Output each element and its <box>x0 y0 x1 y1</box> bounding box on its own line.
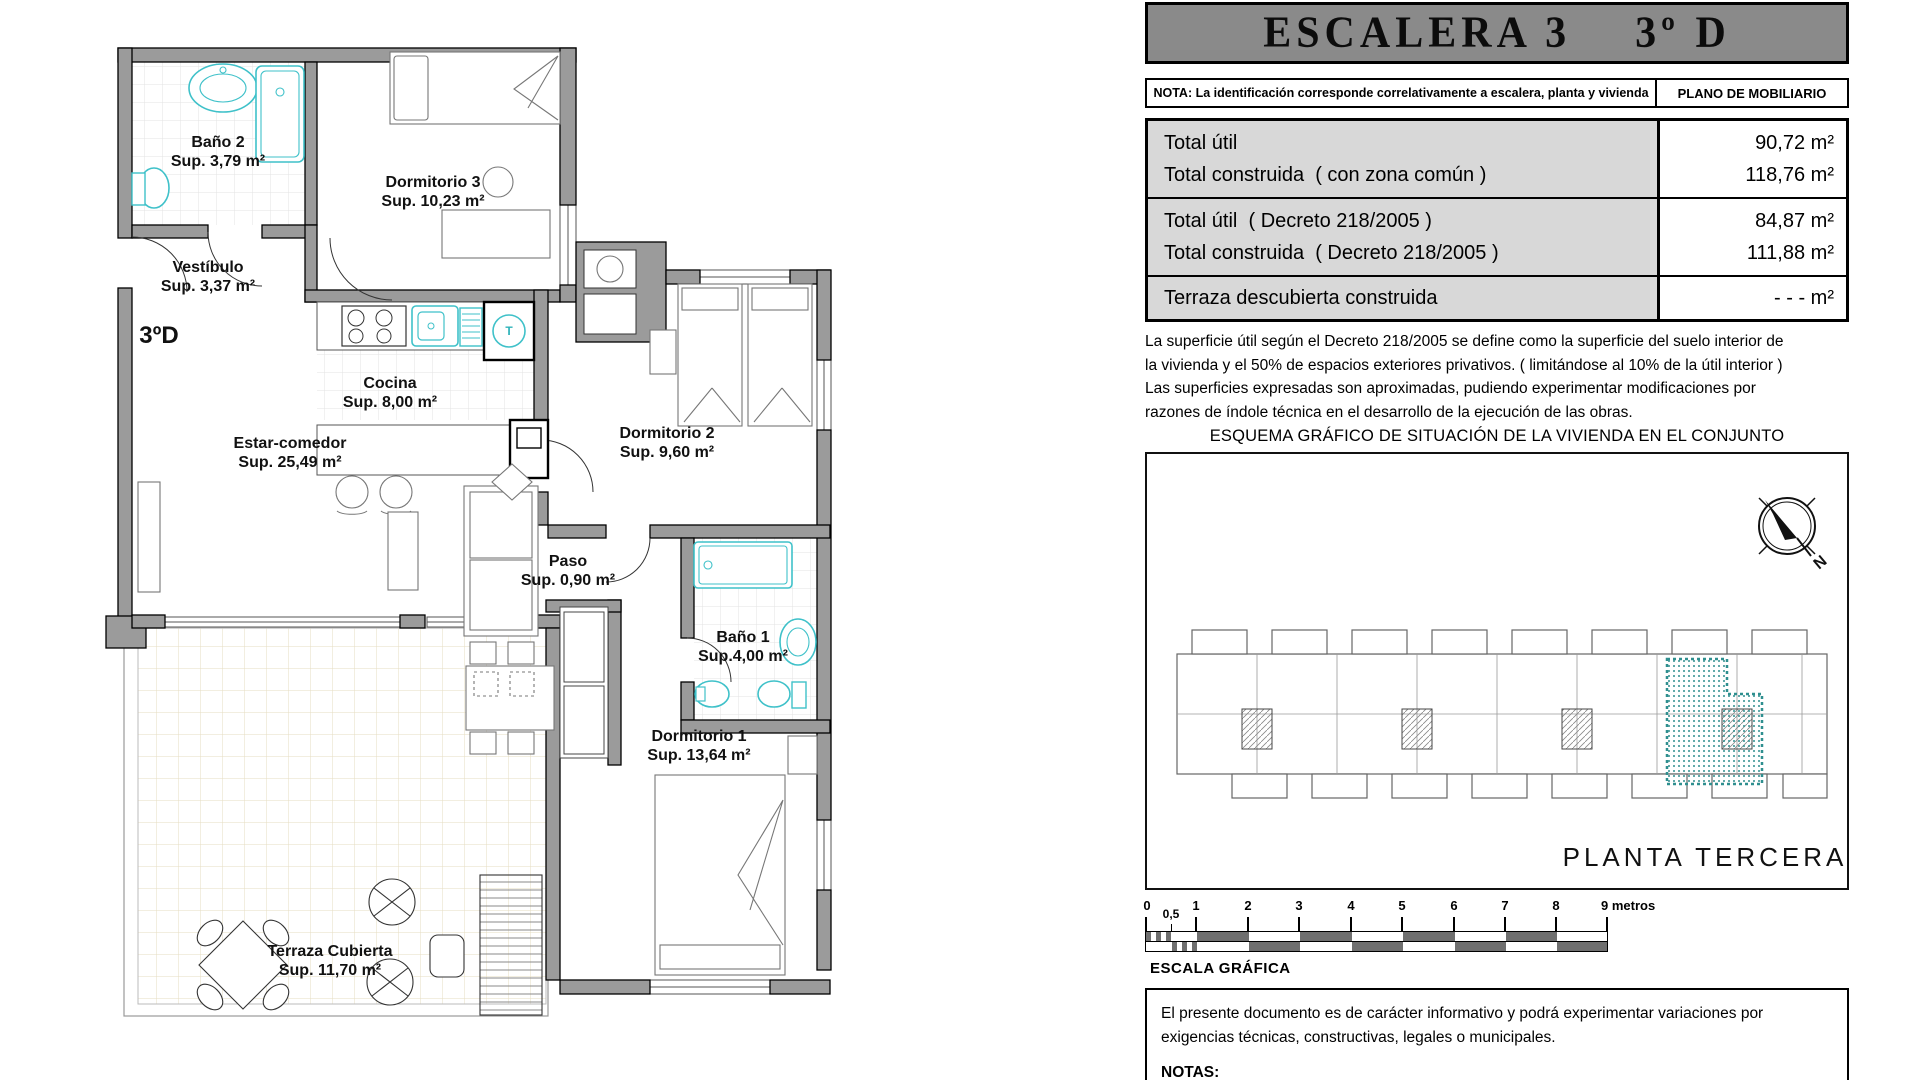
hob-icon <box>342 306 406 346</box>
nightstand-icon <box>650 330 676 374</box>
scale-tick-label: 2 <box>1244 898 1252 913</box>
table-row-value: 111,88 m² <box>1746 242 1834 264</box>
nota-bar <box>1145 78 1849 108</box>
sideboard-icon <box>388 512 418 590</box>
room-label: Terraza Cubierta <box>267 943 393 960</box>
room-label: Estar-comedor <box>233 435 347 452</box>
table-row-value: - - - m² <box>1774 287 1834 309</box>
graphic-scale <box>1145 898 1855 956</box>
scale-tick-label: 0,5 <box>1162 907 1180 921</box>
table-row-label: Total útil <box>1164 132 1238 154</box>
apartment-floor-plan <box>90 30 880 1020</box>
scale-tick-label: 8 <box>1552 898 1560 913</box>
table-group <box>1148 199 1846 277</box>
nightstand-icon <box>788 736 817 774</box>
room-area: Sup. 25,49 m² <box>238 454 342 471</box>
chair-icon <box>470 732 496 754</box>
title-unit: 3º D <box>1635 8 1731 58</box>
room-area: Sup. 0,90 m² <box>520 572 616 589</box>
scale-tick-label: 5 <box>1398 898 1406 913</box>
legal-text <box>1145 330 1861 424</box>
scale-tick-label: 4 <box>1347 898 1355 913</box>
north-compass-icon <box>1759 498 1830 573</box>
table-row-label: Total útil ( Decreto 218/2005 ) <box>1164 210 1432 232</box>
scale-tick-label: 0 <box>1143 898 1151 913</box>
legal-line: razones de índole técnica en el desarrollo de la ejecución de las obras. <box>1145 403 1633 421</box>
room-area: Sup. 3,37 m² <box>160 278 256 295</box>
room-area: Sup.4,00 m² <box>698 648 788 665</box>
scale-tick-label: 7 <box>1501 898 1509 913</box>
room-label: Baño 2 <box>191 134 245 151</box>
chair-icon <box>483 167 513 197</box>
nota-text: NOTA: La identificación corresponde correlativamente a escalera, planta y vivienda <box>1153 86 1649 100</box>
plano-mobiliario-label: PLANO DE MOBILIARIO <box>1655 80 1847 106</box>
room-label: Baño 1 <box>716 629 770 646</box>
tv-unit-icon <box>138 482 160 592</box>
title-bar <box>1145 2 1849 64</box>
room-label: Vestíbulo <box>172 259 244 276</box>
chair-icon <box>508 642 534 664</box>
title-escalera: ESCALERA 3 <box>1263 8 1572 58</box>
room-label: Dormitorio 1 <box>651 728 747 745</box>
notas-label: NOTAS: <box>1161 1064 1220 1080</box>
table-group <box>1148 121 1846 199</box>
planta-label: PLANTA TERCERA <box>1562 842 1847 872</box>
chair-icon <box>508 732 534 754</box>
scale-end-label: 9 metros <box>1601 898 1656 913</box>
room-area: Sup. 3,79 m² <box>170 153 266 170</box>
table-row-label: Total construida ( Decreto 218/2005 ) <box>1164 242 1499 264</box>
table-row-label: Terraza descubierta construida <box>1164 287 1438 309</box>
escala-grafica-label: ESCALA GRÁFICA <box>1150 960 1291 977</box>
legal-line: La superficie útil según el Decreto 218/2005 se define como la superficie del suelo interior de <box>1145 333 1784 350</box>
chair-icon <box>470 642 496 664</box>
room-area: Sup. 10,23 m² <box>381 193 485 210</box>
compass-n-label: N <box>1810 552 1831 574</box>
bench-icon <box>480 875 542 1015</box>
esquema-heading: ESQUEMA GRÁFICO DE SITUACIÓN DE LA VIVIENDA EN EL CONJUNTO <box>1209 427 1785 445</box>
room-label: Paso <box>548 553 588 570</box>
legal-line: la vivienda y el 50% de espacios exteriores privativos. ( limitándose al 10% de la útil interior ) <box>1145 356 1783 374</box>
disclaimer-box <box>1145 988 1849 1080</box>
disclaimer-line: El presente documento es de carácter informativo y podrá experimentar variaciones por <box>1161 1005 1764 1022</box>
chair-icon <box>510 672 534 696</box>
room-area: Sup. 8,00 m² <box>342 394 438 411</box>
surface-summary-table <box>1145 118 1849 322</box>
stool-icon <box>380 476 412 508</box>
chair-icon <box>474 672 498 696</box>
disclaimer-line: exigencias técnicas, constructivas, legales o municipales. <box>1161 1029 1556 1046</box>
table-row-value: 118,76 m² <box>1745 164 1834 186</box>
table-row-value: 90,72 m² <box>1755 132 1834 154</box>
unit-label: 3ºD <box>139 322 179 349</box>
side-table-icon <box>430 935 464 977</box>
water-heater-label: T <box>505 324 513 338</box>
site-plan <box>1147 454 1847 888</box>
room-area: Sup. 11,70 m² <box>278 962 382 979</box>
scale-tick-label: 1 <box>1192 898 1200 913</box>
room-label: Dormitorio 2 <box>619 425 715 442</box>
legal-line: Las superficies expresadas son aproximadas, pudiendo experimentar modificaciones por <box>1145 380 1756 397</box>
scale-tick-label: 3 <box>1295 898 1303 913</box>
table-group <box>1148 277 1846 319</box>
room-area: Sup. 13,64 m² <box>647 747 751 764</box>
desk-icon <box>442 210 550 258</box>
scale-tick-label: 6 <box>1450 898 1458 913</box>
room-area: Sup. 9,60 m² <box>619 444 715 461</box>
scale-bar-row <box>1145 941 1608 952</box>
hall-closet <box>560 607 608 758</box>
stool-icon <box>336 476 368 508</box>
table-row-value: 84,87 m² <box>1755 210 1834 232</box>
site-plan-box <box>1145 452 1849 890</box>
room-label: Cocina <box>363 375 417 392</box>
table-row-label: Total construida ( con zona común ) <box>1164 164 1487 186</box>
room-label: Dormitorio 3 <box>385 174 481 191</box>
toilet-icon <box>758 681 790 707</box>
